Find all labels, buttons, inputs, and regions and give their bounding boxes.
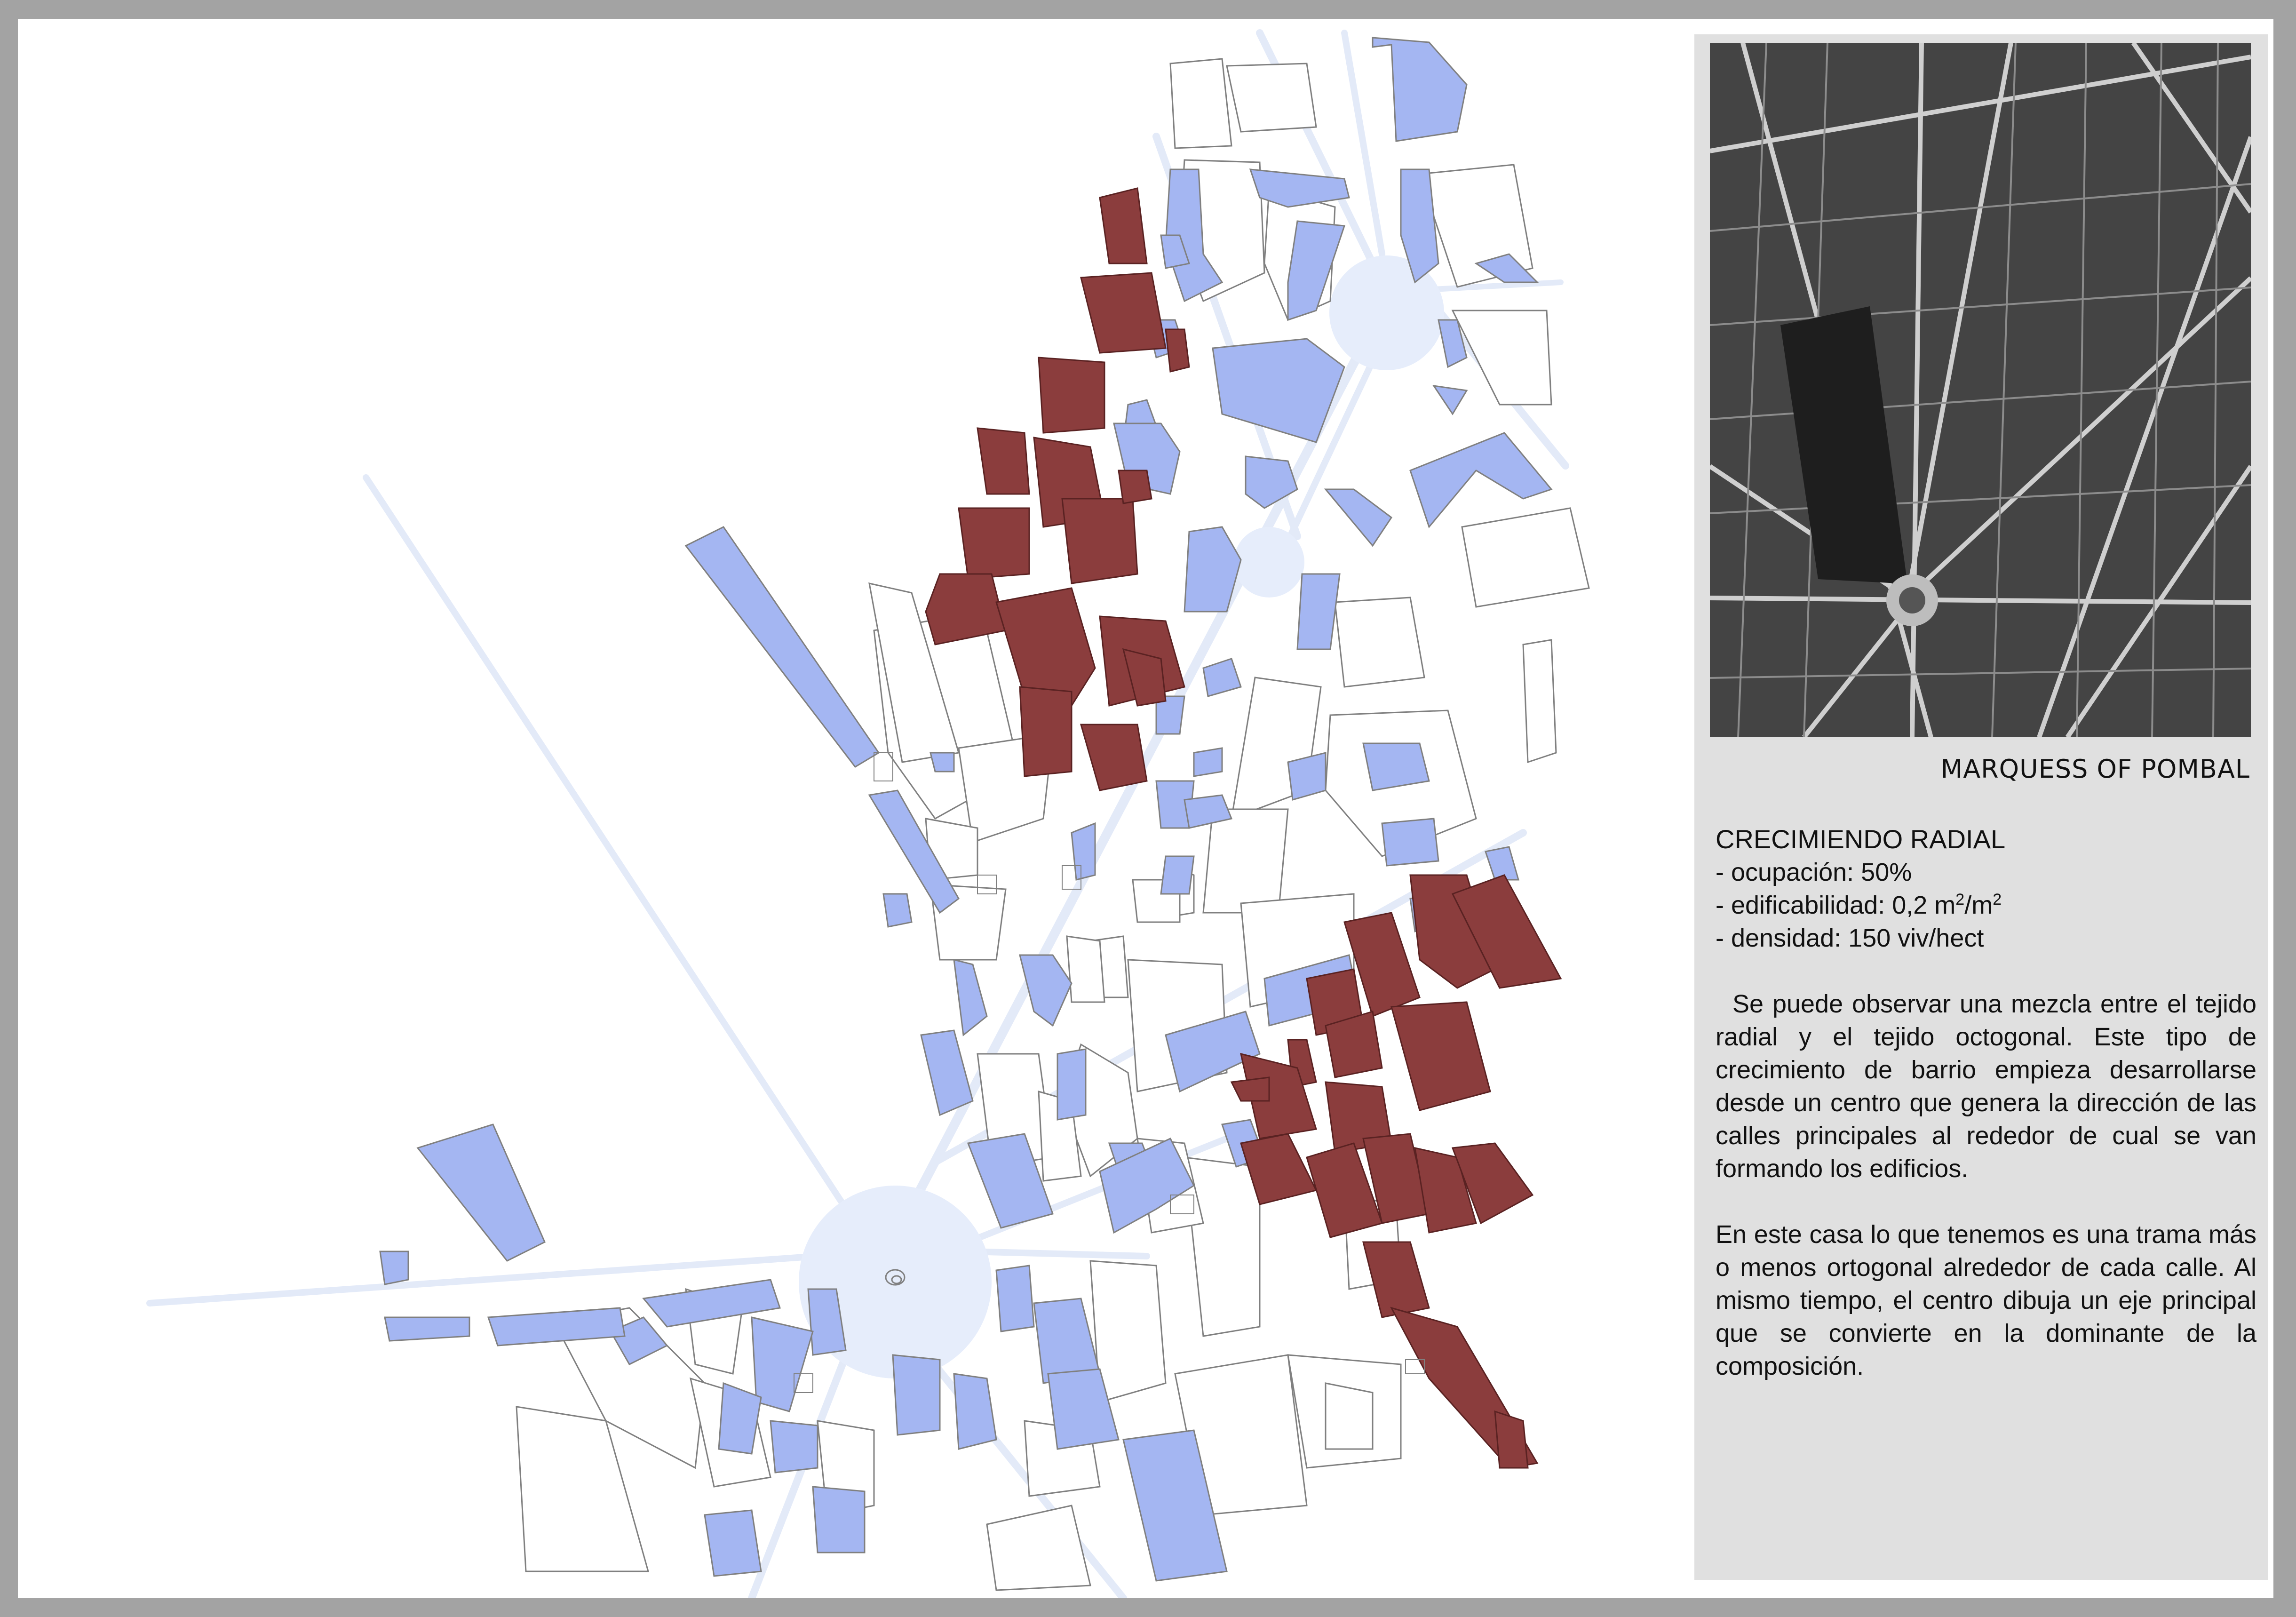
block [930,753,954,772]
block [1184,1157,1260,1336]
block [1326,489,1391,546]
stat-ocupacion: - ocupación: 50% [1716,858,1912,886]
block [893,1355,940,1435]
superscript: 2 [1993,891,2002,908]
aerial-photo-graphic [1710,43,2251,737]
block [1062,499,1137,583]
block [1363,1242,1429,1317]
block [1335,597,1424,687]
block [1161,856,1194,894]
block [1170,59,1231,148]
info-text [1716,823,2256,1383]
block [1246,456,1297,508]
block [1227,64,1316,132]
block [954,1374,996,1449]
block [771,1421,818,1473]
block [1231,677,1321,819]
block [380,1251,408,1284]
block [1462,508,1589,607]
block [1250,169,1349,207]
block [1057,1049,1086,1120]
block [987,1505,1090,1590]
aerial-photo [1710,43,2251,737]
block [1119,470,1152,503]
block [1297,574,1340,649]
block [1203,659,1241,696]
block [1081,273,1166,353]
block [385,1317,469,1341]
street-south-horizontal [968,1251,1147,1256]
block [1020,687,1072,776]
block [1166,329,1189,372]
block [1203,809,1288,913]
block [1410,433,1551,527]
street-west-diagonal [366,478,874,1251]
roundabout-middle [1234,527,1304,597]
block [1495,1411,1528,1468]
block [1382,819,1438,866]
block [1072,823,1095,880]
block [959,508,1029,579]
block [883,894,912,927]
block [1194,748,1222,776]
info-panel [1694,34,2268,1580]
block [1373,38,1467,141]
description-paragraph-2: En este casa lo que tenemos es una trama más o menos ortogonal alrededor de cada calle. Al mismo tiempo, el centro dibuja un eje principal que se convierte en la dominante de la composición. [1716,1220,2256,1380]
block [418,1124,545,1261]
block [1067,936,1104,1002]
block [1326,1383,1373,1449]
block [686,527,879,767]
section-heading: CRECIMIENDO RADIAL [1716,824,2006,854]
stat-edificabilidad-prefix: - edificabilidad: 0,2 m [1716,891,1956,919]
description-paragraph-1: Se puede observar una mezcla entre el tejido radial y el tejido octogonal. Este tipo de crecimiento de barrio empieza desarrollarse desde un centro que genera la dirección de las calles principales al rededor de cual se van formando los edificios. [1716,990,2256,1183]
block [813,1487,865,1553]
block [705,1510,761,1576]
block [926,574,1006,645]
block [921,1030,973,1115]
block [1363,743,1429,790]
stat-densidad: - densidad: 150 viv/hect [1716,924,1984,952]
block [1434,386,1467,414]
stat-edificabilidad [1716,889,2256,922]
block [996,588,1095,706]
block [954,960,987,1035]
block [1100,188,1147,263]
superscript: 2 [1955,891,1965,908]
stat-edificabilidad-mid: /m [1964,891,1993,919]
block [1486,847,1518,880]
drawing-sheet [18,19,2273,1598]
block [1081,725,1147,790]
block [996,1266,1034,1331]
block-detail [874,753,893,781]
urban-plan-map [18,19,1692,1598]
block [1391,1002,1490,1110]
block [1231,1077,1269,1101]
photo-caption: MARQUESS OF POMBAL [1940,754,2250,784]
block [977,428,1029,494]
block [1039,358,1104,433]
block [1523,640,1556,762]
